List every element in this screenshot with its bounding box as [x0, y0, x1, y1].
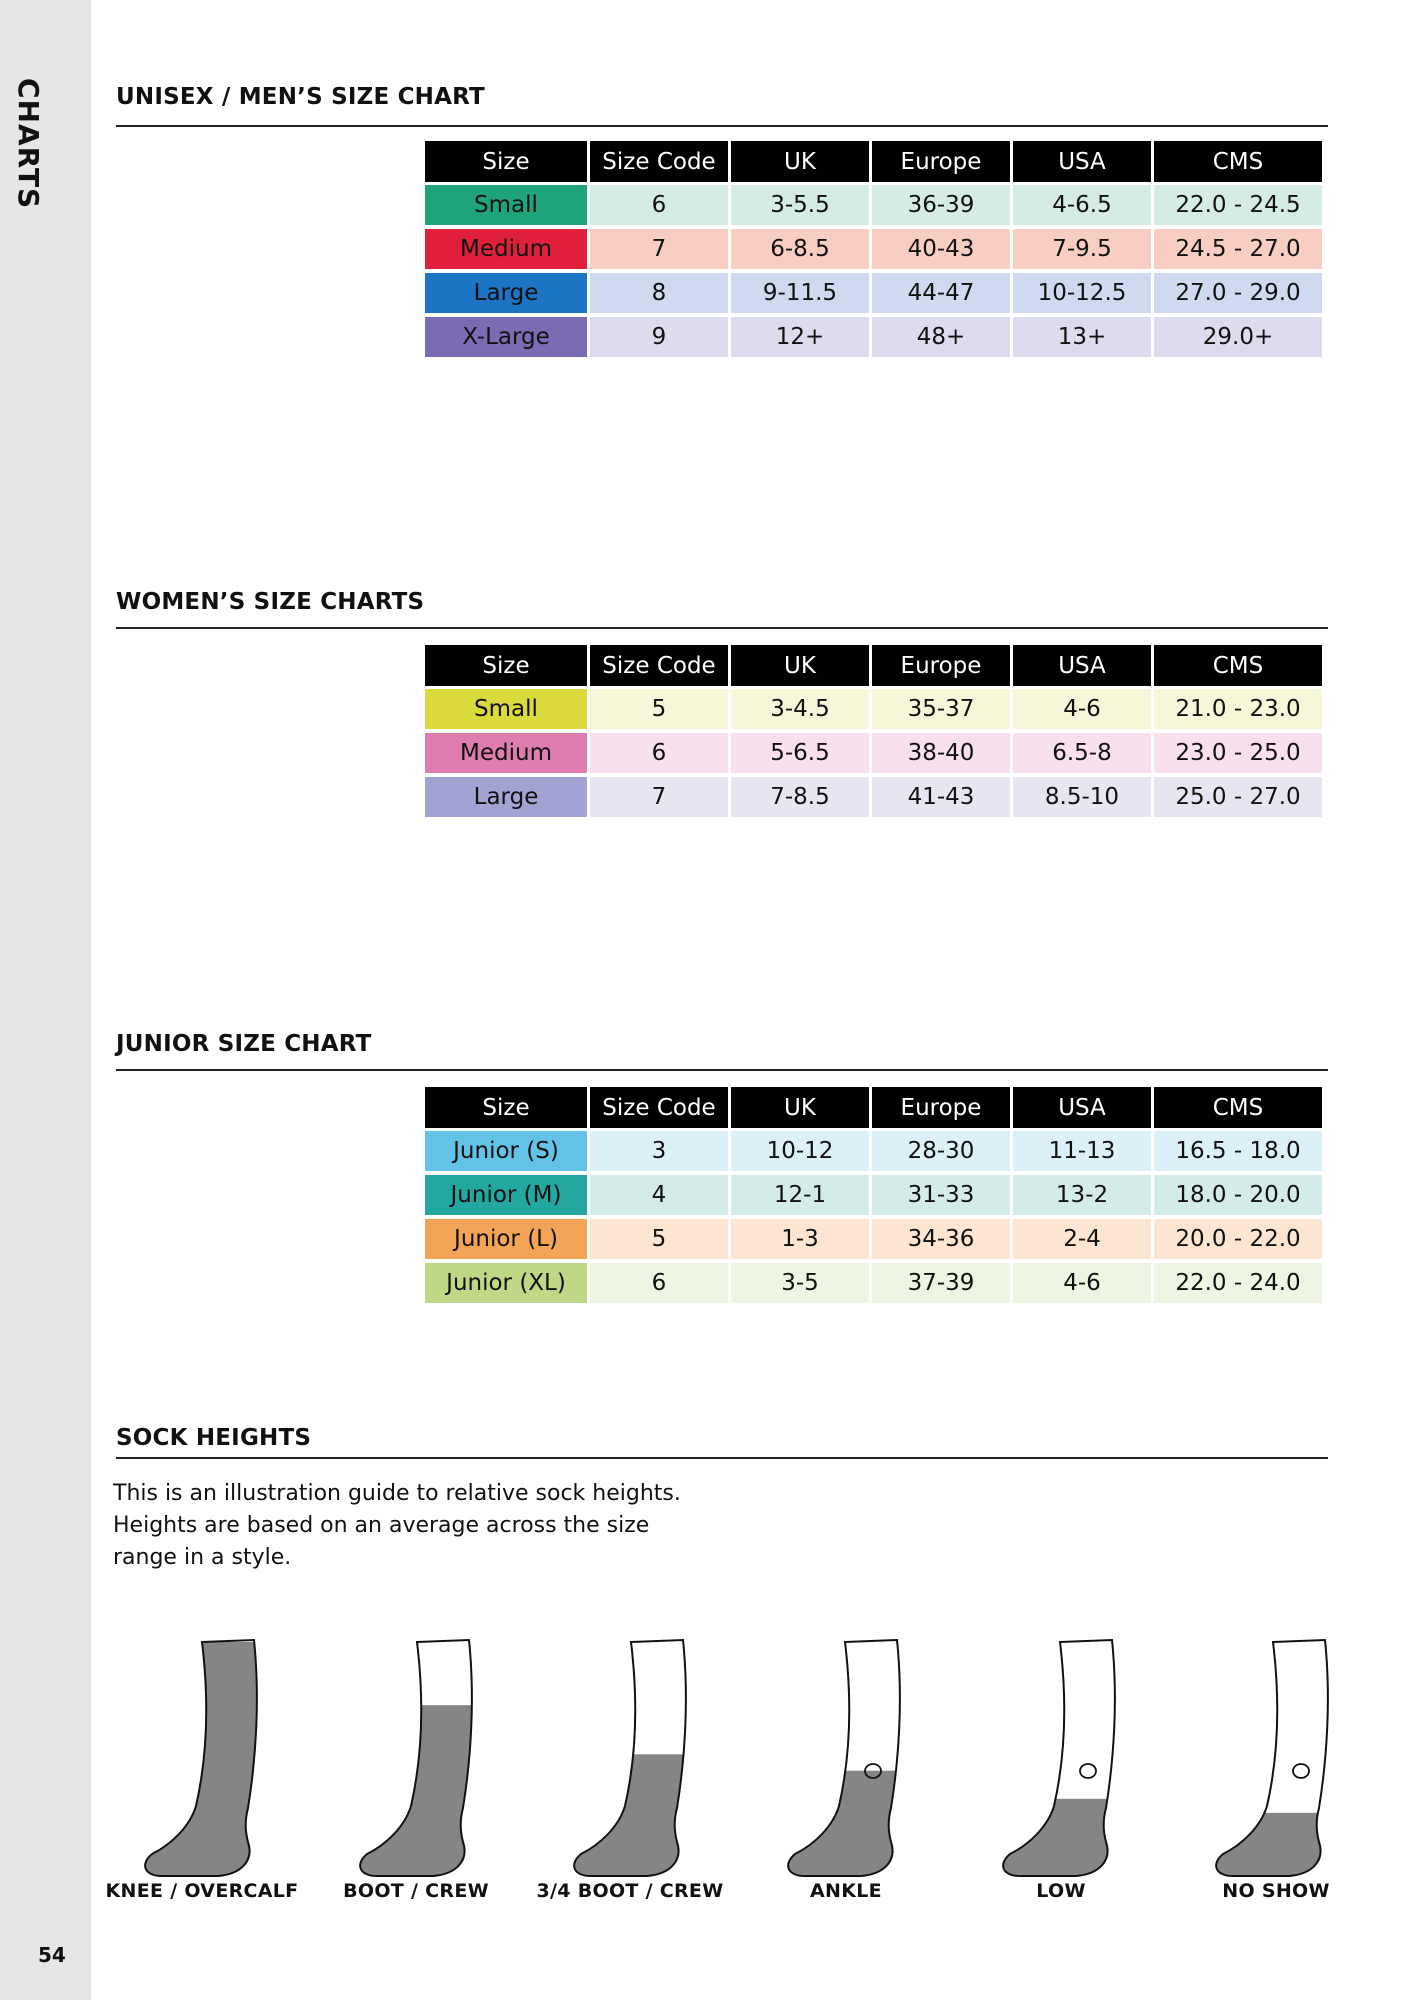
sock-heights-intro: [113, 1478, 733, 1574]
table-row: [425, 689, 1322, 733]
col-header-usa: USA: [1013, 1087, 1151, 1131]
size-code-cell: 4: [590, 1175, 728, 1219]
size-code-cell: 5: [590, 689, 728, 733]
uk-cell: 12-1: [731, 1175, 869, 1219]
col-header-europe: Europe: [872, 141, 1010, 185]
table-row: [425, 1263, 1322, 1307]
sock-height-label: LOW: [1036, 1880, 1086, 1902]
usa-cell: 13+: [1013, 317, 1151, 361]
uk-cell: 10-12: [731, 1131, 869, 1175]
table-row: [425, 1131, 1322, 1175]
sock-height-label: KNEE / OVERCALF: [105, 1880, 299, 1902]
sock-three-quarter-boot-icon: [566, 1636, 696, 1880]
table-row: [425, 229, 1322, 273]
uk-cell: 3-5.5: [731, 185, 869, 229]
col-header-uk: UK: [731, 645, 869, 689]
size-code-cell: 3: [590, 1131, 728, 1175]
womens-divider: [116, 627, 1328, 629]
sock-height-label: 3/4 BOOT / CREW: [536, 1880, 724, 1902]
sock-ankle-icon: [780, 1636, 910, 1880]
usa-cell: 7-9.5: [1013, 229, 1151, 273]
sock-boot-crew-icon: [352, 1636, 482, 1880]
intro-line: Heights are based on an average across the size: [113, 1513, 650, 1538]
mens-divider: [116, 125, 1328, 127]
size-code-cell: 7: [590, 777, 728, 821]
col-header-cms: CMS: [1154, 645, 1322, 689]
sidebar: [0, 0, 91, 2000]
sock-heights-title: SOCK HEIGHTS: [116, 1425, 312, 1451]
col-header-size-code: Size Code: [590, 1087, 728, 1131]
table-row: [425, 777, 1322, 821]
col-header-cms: CMS: [1154, 141, 1322, 185]
page-number: 54: [38, 1943, 66, 1967]
table-row: [425, 733, 1322, 777]
europe-cell: 36-39: [872, 185, 1010, 229]
col-header-usa: USA: [1013, 645, 1151, 689]
sock-knee-icon: [137, 1636, 267, 1880]
size-code-cell: 6: [590, 185, 728, 229]
usa-cell: 10-12.5: [1013, 273, 1151, 317]
col-header-usa: USA: [1013, 141, 1151, 185]
usa-cell: 8.5-10: [1013, 777, 1151, 821]
usa-cell: 13-2: [1013, 1175, 1151, 1219]
uk-cell: 6-8.5: [731, 229, 869, 273]
usa-cell: 4-6: [1013, 1263, 1151, 1307]
col-header-uk: UK: [731, 1087, 869, 1131]
size-cell: Junior (XL): [425, 1263, 587, 1307]
col-header-size: Size: [425, 1087, 587, 1131]
cms-cell: 16.5 - 18.0: [1154, 1131, 1322, 1175]
col-header-europe: Europe: [872, 645, 1010, 689]
size-cell: Large: [425, 273, 587, 317]
table-row: [425, 1219, 1322, 1263]
europe-cell: 28-30: [872, 1131, 1010, 1175]
col-header-europe: Europe: [872, 1087, 1010, 1131]
cms-cell: 24.5 - 27.0: [1154, 229, 1322, 273]
uk-cell: 3-5: [731, 1263, 869, 1307]
cms-cell: 23.0 - 25.0: [1154, 733, 1322, 777]
intro-line: range in a style.: [113, 1545, 292, 1570]
usa-cell: 4-6.5: [1013, 185, 1151, 229]
cms-cell: 29.0+: [1154, 317, 1322, 361]
europe-cell: 48+: [872, 317, 1010, 361]
womens-size-table: [422, 645, 1325, 821]
cms-cell: 22.0 - 24.0: [1154, 1263, 1322, 1307]
size-cell: Junior (M): [425, 1175, 587, 1219]
uk-cell: 12+: [731, 317, 869, 361]
size-code-cell: 8: [590, 273, 728, 317]
size-code-cell: 5: [590, 1219, 728, 1263]
col-header-size-code: Size Code: [590, 141, 728, 185]
col-header-size-code: Size Code: [590, 645, 728, 689]
europe-cell: 37-39: [872, 1263, 1010, 1307]
europe-cell: 35-37: [872, 689, 1010, 733]
uk-cell: 1-3: [731, 1219, 869, 1263]
size-cell: Large: [425, 777, 587, 821]
size-code-cell: 6: [590, 733, 728, 777]
europe-cell: 40-43: [872, 229, 1010, 273]
size-cell: Small: [425, 689, 587, 733]
sock-no-show-icon: [1208, 1636, 1338, 1880]
junior-chart-title: JUNIOR SIZE CHART: [116, 1031, 372, 1057]
size-cell: Medium: [425, 229, 587, 273]
col-header-cms: CMS: [1154, 1087, 1322, 1131]
europe-cell: 38-40: [872, 733, 1010, 777]
col-header-uk: UK: [731, 141, 869, 185]
cms-cell: 22.0 - 24.5: [1154, 185, 1322, 229]
intro-line: This is an illustration guide to relative sock heights.: [113, 1481, 681, 1506]
table-row: [425, 1175, 1322, 1219]
table-row: [425, 185, 1322, 229]
sock-height-label: BOOT / CREW: [343, 1880, 489, 1902]
cms-cell: 18.0 - 20.0: [1154, 1175, 1322, 1219]
junior-size-table: [422, 1087, 1325, 1307]
europe-cell: 44-47: [872, 273, 1010, 317]
size-cell: Junior (L): [425, 1219, 587, 1263]
table-row: [425, 273, 1322, 317]
sock-height-label: NO SHOW: [1222, 1880, 1330, 1902]
size-cell: X-Large: [425, 317, 587, 361]
usa-cell: 11-13: [1013, 1131, 1151, 1175]
cms-cell: 21.0 - 23.0: [1154, 689, 1322, 733]
size-code-cell: 7: [590, 229, 728, 273]
mens-chart-title: UNISEX / MEN’S SIZE CHART: [116, 84, 485, 110]
cms-cell: 27.0 - 29.0: [1154, 273, 1322, 317]
usa-cell: 4-6: [1013, 689, 1151, 733]
table-row: [425, 317, 1322, 361]
sock-low-icon: [995, 1636, 1125, 1880]
uk-cell: 5-6.5: [731, 733, 869, 777]
size-cell: Junior (S): [425, 1131, 587, 1175]
col-header-size: Size: [425, 141, 587, 185]
size-cell: Small: [425, 185, 587, 229]
sidebar-title: CHARTS: [12, 78, 45, 210]
size-code-cell: 6: [590, 1263, 728, 1307]
sock-height-label: ANKLE: [810, 1880, 882, 1902]
europe-cell: 31-33: [872, 1175, 1010, 1219]
uk-cell: 7-8.5: [731, 777, 869, 821]
junior-divider: [116, 1069, 1328, 1071]
sock-heights-divider: [116, 1457, 1328, 1459]
size-code-cell: 9: [590, 317, 728, 361]
mens-size-table: [422, 141, 1325, 361]
cms-cell: 25.0 - 27.0: [1154, 777, 1322, 821]
size-cell: Medium: [425, 733, 587, 777]
cms-cell: 20.0 - 22.0: [1154, 1219, 1322, 1263]
col-header-size: Size: [425, 645, 587, 689]
europe-cell: 34-36: [872, 1219, 1010, 1263]
usa-cell: 2-4: [1013, 1219, 1151, 1263]
europe-cell: 41-43: [872, 777, 1010, 821]
womens-chart-title: WOMEN’S SIZE CHARTS: [116, 589, 425, 615]
uk-cell: 9-11.5: [731, 273, 869, 317]
uk-cell: 3-4.5: [731, 689, 869, 733]
usa-cell: 6.5-8: [1013, 733, 1151, 777]
